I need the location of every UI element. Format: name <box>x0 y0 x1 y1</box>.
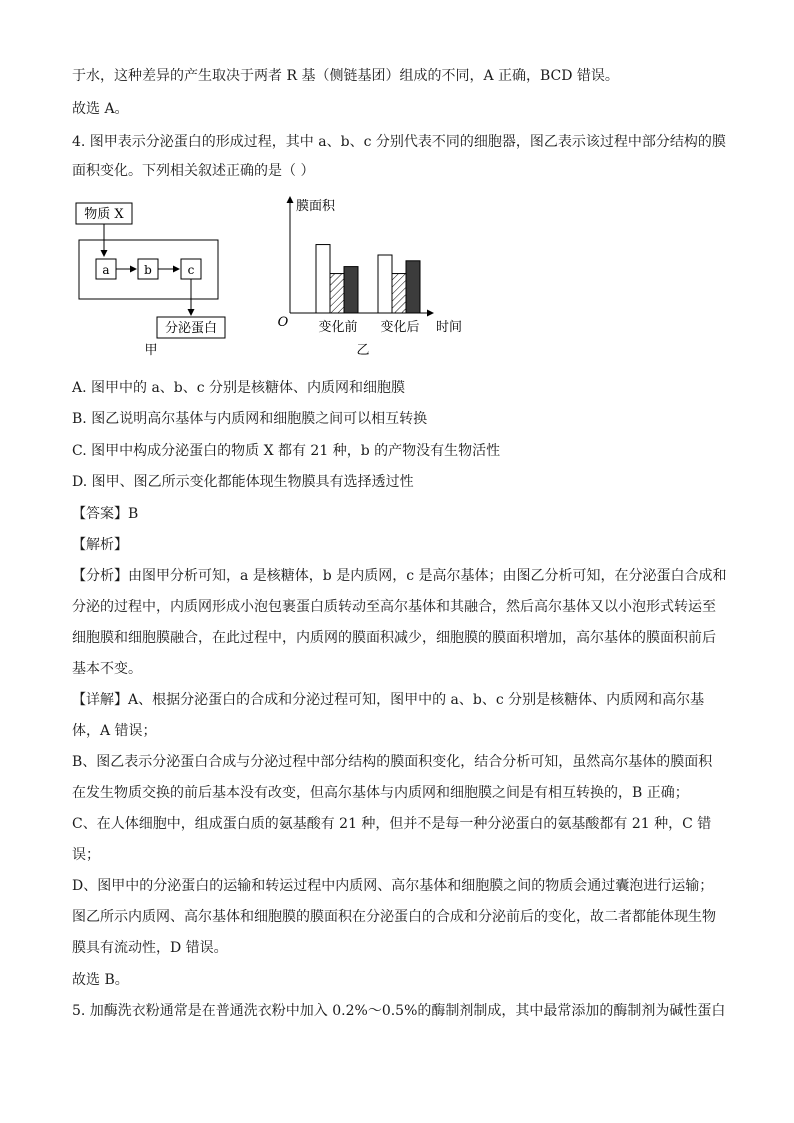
q4-xiangjie-line-2: 体，A 错误； <box>72 723 157 739</box>
figure-yi <box>278 197 462 358</box>
organelle-b-label: b <box>144 263 152 277</box>
q4-xiangjie-line-6: 误； <box>72 847 100 863</box>
figure-yi-caption: 乙 <box>356 343 370 358</box>
intro-line-2: 故选 A。 <box>72 101 129 117</box>
material-x-label: 物质 X <box>84 207 124 222</box>
bar-series-group <box>316 245 420 313</box>
bar-before-white <box>316 245 330 313</box>
bar-after-white <box>378 255 392 313</box>
q4-xiangjie-line-1: 【详解】A、根据分泌蛋白的合成和分泌过程可知，图甲中的 a、b、c 分别是核糖体、内质网和高尔基 <box>72 692 705 708</box>
category-label-after: 变化后 <box>380 320 420 335</box>
q4-fenxi-line-2: 分泌的过程中，内质网形成小泡包裹蛋白质转动至高尔基体和其融合，然后高尔基体又以小泡形式转运至 <box>72 599 716 615</box>
q4-option-b: B. 图乙说明高尔基体与内质网和细胞膜之间可以相互转换 <box>72 411 428 427</box>
q4-fenxi-line-4: 基本不变。 <box>72 661 142 677</box>
q4-conclusion: 故选 B。 <box>72 972 129 988</box>
organelle-c-label: c <box>187 263 195 277</box>
q4-stem-line-1: 4. 图甲表示分泌蛋白的形成过程，其中 a、b、c 分别代表不同的细胞器，图乙表示该过程中部分结构的膜 <box>72 134 726 150</box>
q4-xiangjie-line-8: 图乙所示内质网、高尔基体和细胞膜的膜面积在分泌蛋白的合成和分泌前后的变化，故二者都能体现生物 <box>72 909 716 925</box>
origin-label: O <box>277 315 289 330</box>
bar-before-dark <box>344 267 358 313</box>
figure-jia <box>76 203 225 358</box>
secreted-protein-label: 分泌蛋白 <box>164 321 218 336</box>
q4-xiangjie-line-5: C、在人体细胞中，组成蛋白质的氨基酸有 21 种，但并不是每一种分泌蛋白的氨基酸都有 21 种，C 错 <box>72 816 712 832</box>
q4-xiangjie-line-4: 在发生物质交换的前后基本没有改变，但高尔基体与内质网和细胞膜之间是有相互转换的，B 正确； <box>72 785 689 801</box>
q4-option-a: A. 图甲中的 a、b、c 分别是核糖体、内质网和细胞膜 <box>72 380 406 396</box>
q4-xiangjie-line-3: B、图乙表示分泌蛋白合成与分泌过程中部分结构的膜面积变化，结合分析可知，虽然高尔基体的膜面积 <box>72 754 713 770</box>
q4-xiangjie-line-9: 膜具有流动性，D 错误。 <box>72 940 228 956</box>
q4-option-d: D. 图甲、图乙所示变化都能体现生物膜具有选择透过性 <box>72 474 414 490</box>
organelle-a-label: a <box>102 263 110 277</box>
y-axis-label: 膜面积 <box>296 199 336 214</box>
bar-after-dark <box>406 261 420 313</box>
figure-jia-caption: 甲 <box>144 343 158 358</box>
q4-analysis-header: 【解析】 <box>72 537 128 553</box>
q4-stem-line-2: 面积变化。下列相关叙述正确的是（ ） <box>72 163 315 179</box>
x-axis-label: 时间 <box>436 320 463 335</box>
q4-fenxi-line-1: 【分析】由图甲分析可知，a 是核糖体，b 是内质网，c 是高尔基体；由图乙分析可知，在分泌蛋白合成和 <box>72 568 727 584</box>
bar-before-hatched <box>330 274 344 313</box>
intro-line-1: 于水，这种差异的产生取决于两者 R 基（侧链基团）组成的不同，A 正确，BCD 错误。 <box>72 68 619 84</box>
q4-figures <box>0 0 794 370</box>
q4-answer: 【答案】B <box>72 506 139 522</box>
bar-after-hatched <box>392 274 406 313</box>
q4-xiangjie-line-7: D、图甲中的分泌蛋白的运输和转运过程中内质网、高尔基体和细胞膜之间的物质会通过囊泡进行运输； <box>72 878 714 894</box>
category-label-before: 变化前 <box>318 320 358 335</box>
q4-option-c: C. 图甲中构成分泌蛋白的物质 X 都有 21 种，b 的产物没有生物活性 <box>72 443 501 459</box>
q5-stem-line-1: 5. 加酶洗衣粉通常是在普通洗衣粉中加入 0.2%～0.5%的酶制剂制成，其中最常添加的酶制剂为碱性蛋白 <box>72 1003 726 1019</box>
q4-fenxi-line-3: 细胞膜和细胞膜融合，在此过程中，内质网的膜面积减少，细胞膜的膜面积增加，高尔基体的膜面积前后 <box>72 630 716 646</box>
